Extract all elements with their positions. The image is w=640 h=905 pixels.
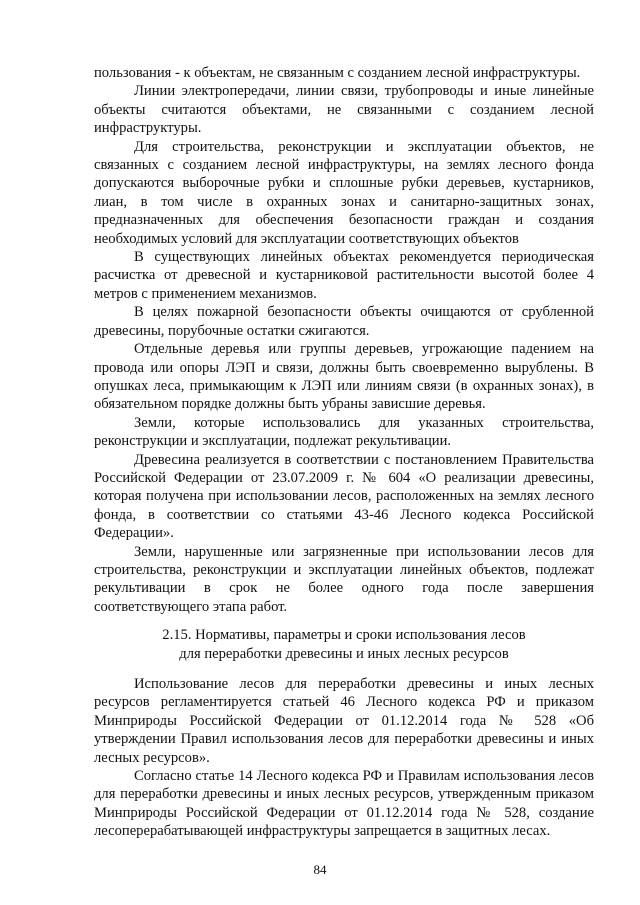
paragraph: Древесина реализуется в соответствии с постановлением Правительства Российской Федерации от 23.07.2009 г. № 604 «О реализации древесины, которая получена при использовании лесов, расположенных на землях лесного фонда, в соответствии со статьями 43-46 Лесного кодекса Российской Федерации». bbox=[94, 451, 594, 542]
paragraph: пользования - к объектам, не связанным с созданием лесной инфраструктуры. bbox=[94, 65, 581, 81]
paragraph: В целях пожарной безопасности объекты очищаются от срубленной древесины, порубочные остатки сжигаются. bbox=[94, 304, 594, 339]
paragraph: Использование лесов для переработки древесины и иных лесных ресурсов регламентируется статьей 46 Лесного кодекса РФ и приказом Минприроды Российской Федерации от 01.12.2014 года № 528 «Об утверждении Правил использования лесов для переработки древесины и иных лесных ресурсов». bbox=[94, 676, 594, 766]
section-heading-line: для переработки древесины и иных лесных ресурсов bbox=[179, 645, 509, 662]
body-text-top bbox=[94, 64, 594, 616]
paragraph: Для строительства, реконструкции и эксплуатации объектов, не связанных с созданием лесной инфраструктуры, на землях лесного фонда допускаются выборочные рубки и сплошные рубки деревьев, кустарников, лиан, в том числе в охранных зонах и санитарно-защитных зонах, предназначенных для обеспечения безопасности граждан и создания необходимых условий для эксплуатации соответствующих объектов bbox=[94, 138, 594, 247]
section-heading-line: 2.15. Нормативы, параметры и сроки использования лесов bbox=[162, 627, 526, 643]
paragraph: Земли, которые использовались для указанных строительства, реконструкции и эксплуатации, подлежат рекультивации. bbox=[94, 414, 594, 450]
paragraph: В существующих линейных объектах рекомендуется периодическая расчистка от древесной и кустарниковой растительности высотой более 4 метров с применением механизмов. bbox=[94, 249, 594, 302]
paragraph: Отдельные деревья или группы деревьев, угрожающие падением на провода или опоры ЛЭП и связи, должны быть своевременно вырублены. В опушках леса, примыкающим к ЛЭП или линиям связи (в охранных зонах), в обязательном порядке должны быть убраны зависшие деревья. bbox=[94, 341, 594, 413]
body-text-bottom bbox=[94, 675, 594, 841]
page-number: 84 bbox=[313, 862, 327, 877]
paragraph: Линии электропередачи, линии связи, трубопроводы и иные линейные объекты считаются объектами, не связанными с созданием лесной инфраструктуры. bbox=[94, 83, 594, 137]
paragraph: Согласно статье 14 Лесного кодекса РФ и Правилам использования лесов для переработки древесины и иных лесных ресурсов, утвержденным приказом Минприроды Российской Федерации от 01.12.2014 года № 528, создание лесоперерабатывающей инфраструктуры запрещается в защитных лесах. bbox=[94, 768, 594, 840]
paragraph: Земли, нарушенные или загрязненные при использовании лесов для строительства, реконструкции и эксплуатации линейных объектов, подлежат рекультивации в срок не более одного года после завершения соответствующего этапа работ. bbox=[94, 543, 594, 615]
section-heading bbox=[94, 626, 594, 663]
